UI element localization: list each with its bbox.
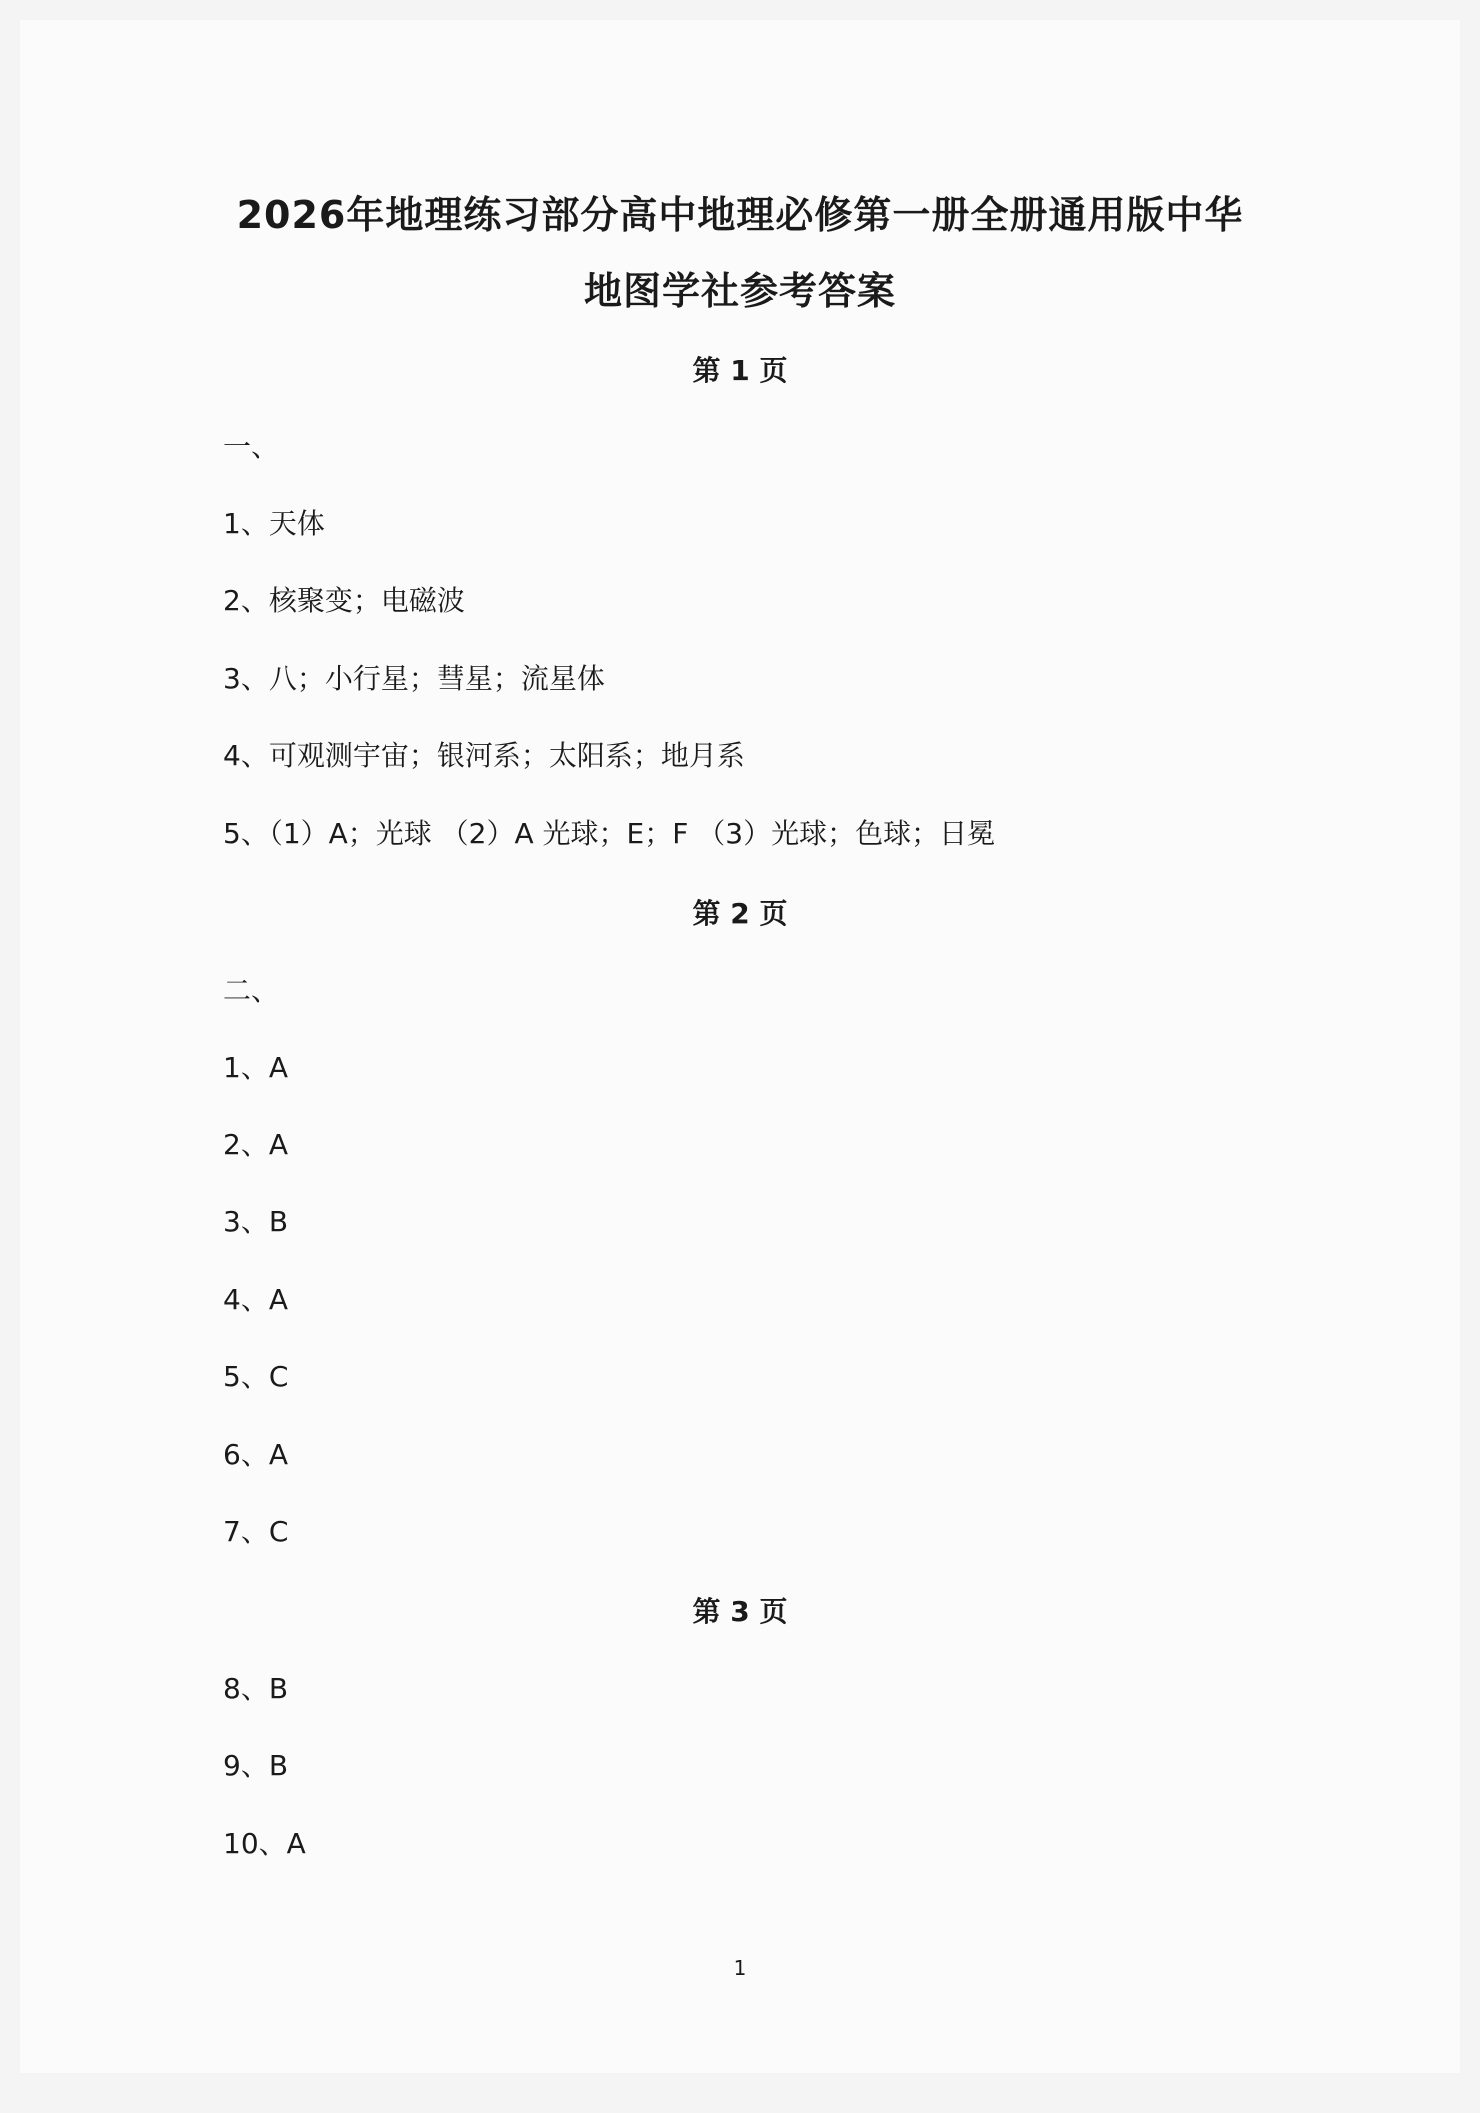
section-2-line-4: 3、B [223,1205,289,1238]
section-2-line-5: 4、A [223,1283,288,1316]
page-2-heading: 第 2 页 [692,897,788,930]
section-3-line-1: 8、B [223,1672,289,1705]
page-number: 1 [733,1956,747,1980]
section-1-line-1: 一、 [223,430,280,463]
section-2-line-2: 1、A [223,1051,288,1084]
section-1-line-4: 3、八；小行星；彗星；流星体 [223,662,605,695]
page-3-heading: 第 3 页 [692,1595,788,1628]
section-2-line-6: 5、C [223,1360,289,1393]
document-title-line-2: 地图学社参考答案 [583,269,896,313]
section-2-line-7: 6、A [223,1438,288,1471]
section-1-line-6: 5、（1）A；光球 （2）A 光球；E；F （3）光球；色球；日冕 [223,817,996,850]
section-3-line-3: 10、A [223,1827,306,1860]
page-1-heading: 第 1 页 [692,354,788,387]
section-1-line-5: 4、可观测宇宙；银河系；太阳系；地月系 [223,739,745,772]
document-title-line-1: 2026年地理练习部分高中地理必修第一册全册通用版中华 [236,193,1244,237]
section-1-line-3: 2、核聚变；电磁波 [223,584,465,617]
section-3-line-2: 9、B [223,1749,289,1782]
document-page [20,20,1460,2073]
section-2-line-1: 二、 [223,974,280,1007]
section-1-line-2: 1、天体 [223,507,325,540]
section-2-line-8: 7、C [223,1515,289,1548]
section-2-line-3: 2、A [223,1128,288,1161]
